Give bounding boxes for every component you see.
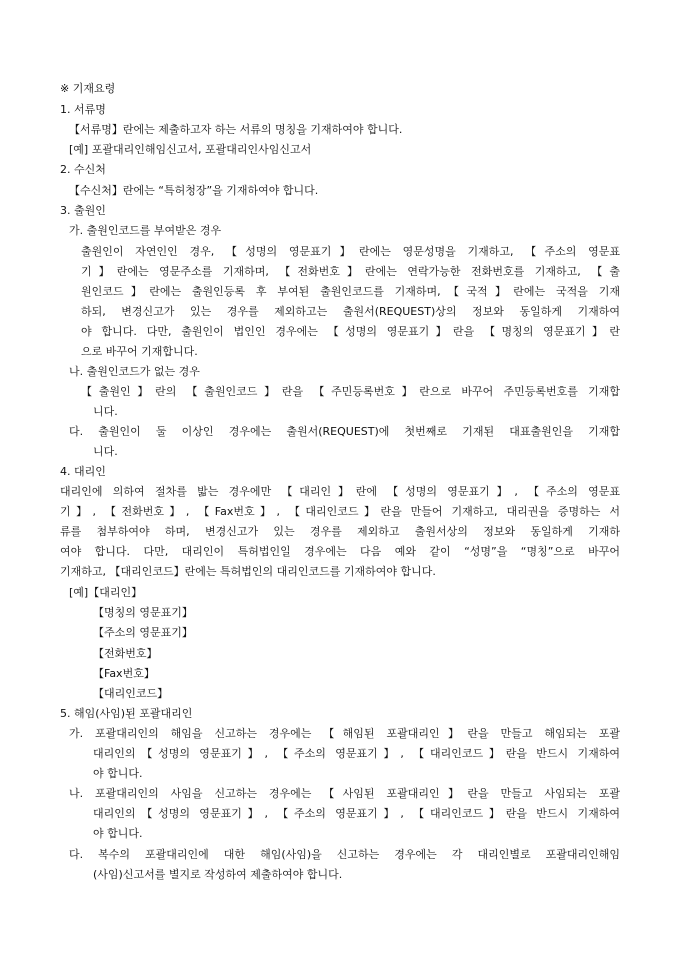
paragraph-line: 다. 복수의 포괄대리인에 대한 해임(사임)을 신고하는 경우에는 각 대리인별로 포괄대리인해임	[69, 848, 620, 861]
example-field: 【주소의 영문표기】	[93, 626, 193, 639]
paragraph-line: 류를 첨부하여야 하며, 변경신고가 있는 경우를 제외하고 출원서상의 정보와 동일하게 기재하	[60, 525, 620, 538]
paragraph-line: (사임)신고서를 별지로 작성하여 제출하여야 합니다.	[93, 868, 343, 881]
paragraph-line: 으로 바꾸어 기재합니다.	[81, 345, 198, 358]
paragraph-line: 나. 포괄대리인의 사임을 신고하는 경우에는 【사임된 포괄대리인】란을 만들고 사임되는 포괄	[69, 787, 620, 800]
example-field: 【전화번호】	[93, 647, 158, 660]
section-4-example: [예]【대리인】	[69, 586, 143, 599]
section-2-title: 2. 수신처	[60, 163, 106, 176]
example-field: 【Fax번호】	[93, 667, 155, 680]
paragraph-line: 하되, 변경신고가 있는 경우를 제외하고는 출원서(REQUEST)상의 정보와 동일하게 기재하여	[81, 305, 620, 318]
paragraph-line: 야 합니다. 다만, 출원인이 법인인 경우에는 【성명의 영문표기】란을 【명칭의 영문표기】란	[81, 325, 620, 338]
paragraph-line: 가. 포괄대리인의 해임을 신고하는 경우에는 【해임된 포괄대리인】란을 만들고 해임되는 포괄	[69, 727, 620, 740]
section-4-title: 4. 대리인	[60, 465, 106, 478]
example-field: 【대리인코드】	[93, 687, 169, 700]
paragraph-line: 야 합니다.	[93, 767, 143, 780]
paragraph-line: 다. 출원인이 둘 이상인 경우에는 출원서(REQUEST)에 첫번째로 기재된 대표출원인을 기재합	[69, 425, 620, 438]
section-1-example: [예] 포괄대리인해임신고서, 포괄대리인사임신고서	[69, 143, 312, 156]
paragraph-line: 야 합니다.	[93, 827, 143, 840]
section-3-ga-title: 가. 출원인코드를 부여받은 경우	[69, 224, 222, 237]
section-3-na-title: 나. 출원인코드가 없는 경우	[69, 365, 200, 378]
paragraph-line: 【출원인】란의 【출원인코드】란을 【주민등록번호】란으로 바꾸어 주민등록번호를 기재합	[81, 385, 620, 398]
paragraph-line: 니다.	[93, 445, 118, 458]
paragraph-line: 여야 합니다. 다만, 대리인이 특허법인일 경우에는 다음 예와 같이 “성명”을 “명칭”으로 바꾸어	[60, 545, 620, 558]
paragraph-line: 기】란에는 영문주소를 기재하며, 【전화번호】란에는 연락가능한 전화번호를 기재하고, 【출	[81, 265, 620, 278]
section-1-title: 1. 서류명	[60, 103, 106, 116]
paragraph-line: 출원인이 자연인인 경우, 【성명의 영문표기】란에는 영문성명을 기재하고, 【주소의 영문표	[81, 245, 620, 258]
section-1-text: 【서류명】란에는 제출하고자 하는 서류의 명칭을 기재하여야 합니다.	[69, 123, 403, 136]
paragraph-line: 기】, 【전화번호】, 【Fax번호】, 【대리인코드】란을 만들어 기재하고, 대리권을 증명하는 서	[60, 505, 620, 518]
notes-heading: ※ 기재요령	[60, 82, 116, 95]
paragraph-line: 대리인의【성명의 영문표기】, 【주소의 영문표기】, 【대리인코드】란을 반드시 기재하여	[93, 807, 620, 820]
paragraph-line: 대리인의【성명의 영문표기】, 【주소의 영문표기】, 【대리인코드】란을 반드시 기재하여	[93, 747, 620, 760]
paragraph-line: 대리인에 의하여 절차를 밟는 경우에만 【대리인】란에 【성명의 영문표기】, 【주소의 영문표	[60, 485, 620, 498]
paragraph-line: 원인코드】란에는 출원인등록 후 부여된 출원인코드를 기재하며,【국적】란에는 국적을 기재	[81, 285, 620, 298]
section-3-title: 3. 출원인	[60, 204, 106, 217]
section-2-text: 【수신처】란에는 “특허청장”을 기재하여야 합니다.	[69, 184, 319, 197]
paragraph-line: 니다.	[93, 405, 118, 418]
example-field: 【명칭의 영문표기】	[93, 606, 193, 619]
paragraph-line: 기재하고, 【대리인코드】란에는 특허법인의 대리인코드를 기재하여야 합니다.	[60, 565, 436, 578]
section-5-title: 5. 해임(사임)된 포괄대리인	[60, 707, 193, 720]
